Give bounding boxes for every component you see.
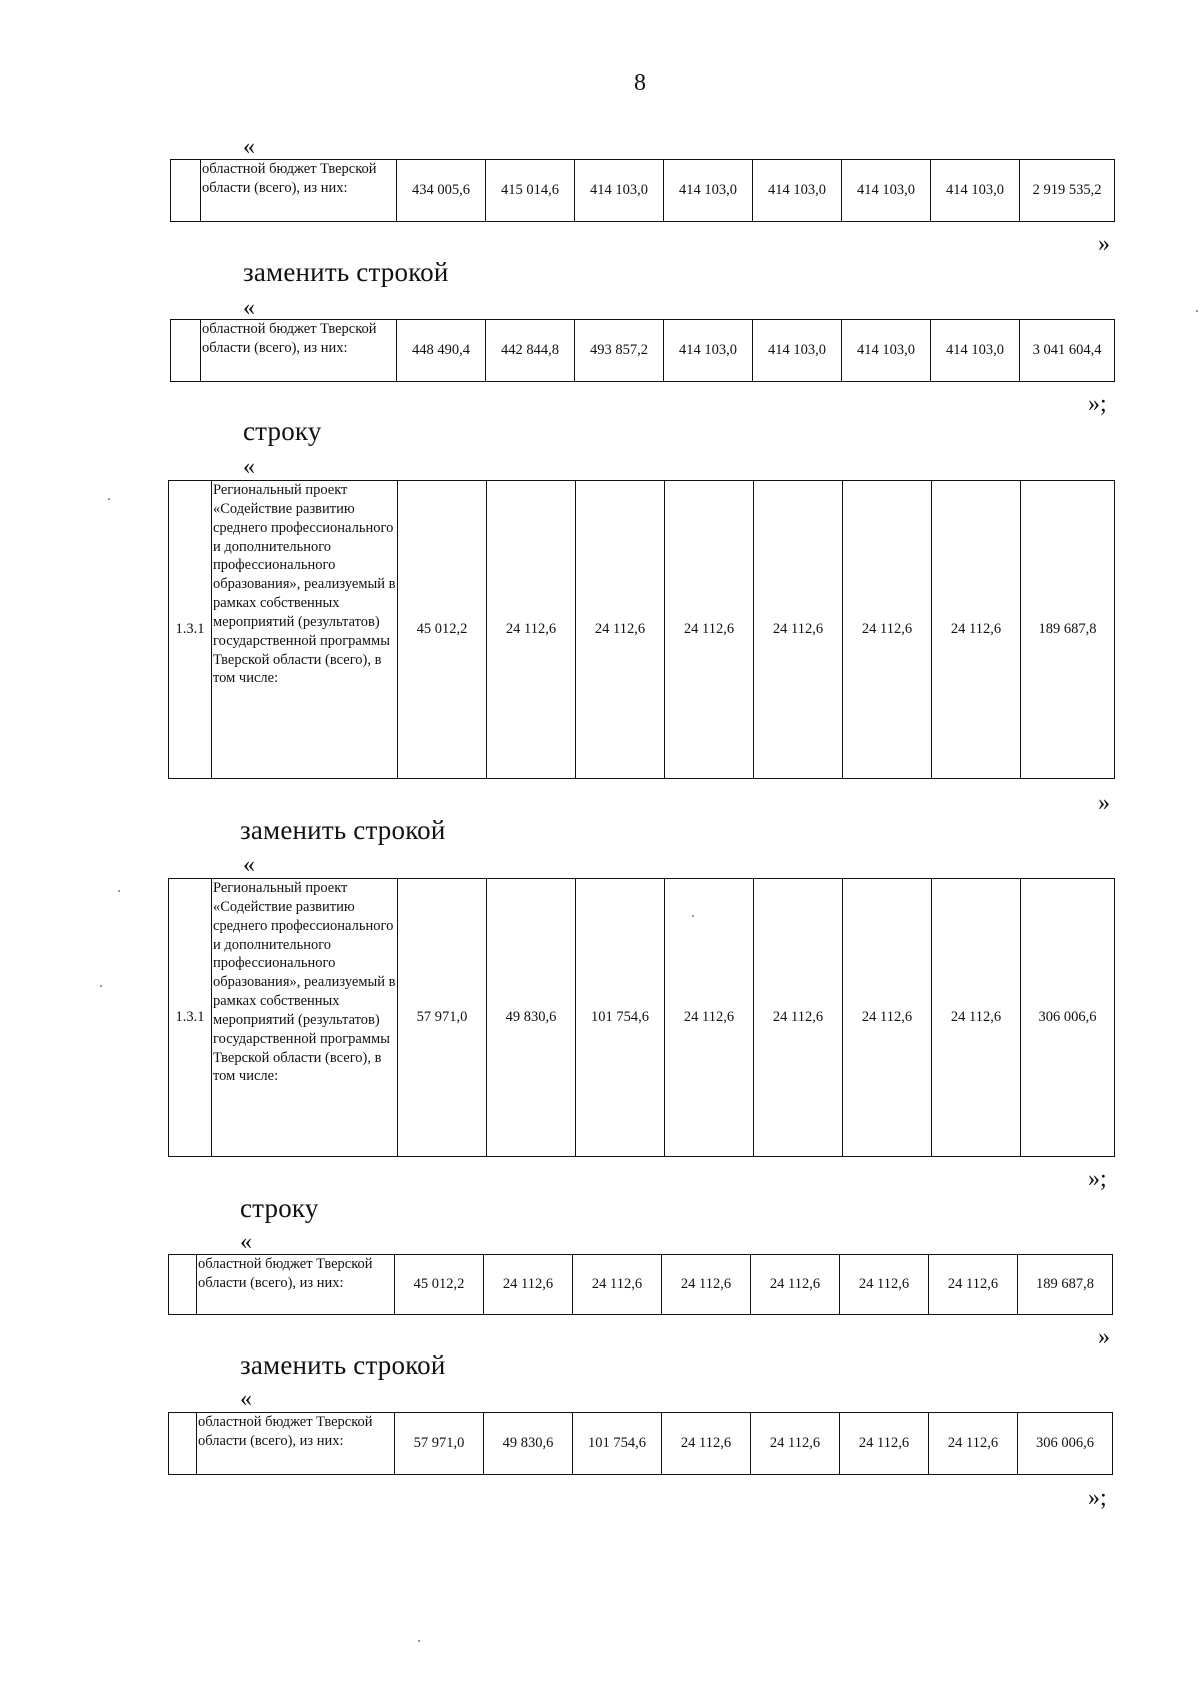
table-row (169, 1255, 1113, 1315)
budget-table-replacement-2 (168, 1412, 1113, 1475)
project-table-original (168, 480, 1115, 779)
value-cell: 24 112,6 (932, 879, 1021, 1157)
value-cell: 493 857,2 (575, 320, 664, 382)
open-quote: « (243, 852, 255, 878)
open-quote: « (243, 295, 255, 321)
row-code (169, 1413, 197, 1475)
table-row (171, 160, 1115, 222)
value-cell: 101 754,6 (576, 879, 665, 1157)
value-cell: 101 754,6 (573, 1413, 662, 1475)
value-cell: 57 971,0 (398, 879, 487, 1157)
instruction-replace: заменить строкой (240, 1350, 446, 1380)
value-cell: 24 112,6 (573, 1255, 662, 1315)
open-quote: « (240, 1229, 252, 1255)
scan-speck (118, 890, 120, 892)
row-label: областной бюджет Тверской области (всего), из них: (197, 1413, 395, 1475)
value-cell: 49 830,6 (487, 879, 576, 1157)
instruction-row: строку (240, 1193, 319, 1223)
value-cell: 24 112,6 (754, 481, 843, 779)
budget-table-original (170, 159, 1115, 222)
value-cell: 434 005,6 (397, 160, 486, 222)
value-cell: 24 112,6 (840, 1255, 929, 1315)
total-cell: 189 687,8 (1018, 1255, 1113, 1315)
table-row (169, 1413, 1113, 1475)
open-quote: « (243, 134, 255, 160)
value-cell: 414 103,0 (753, 160, 842, 222)
value-cell: 442 844,8 (486, 320, 575, 382)
total-cell: 189 687,8 (1021, 481, 1115, 779)
instruction-replace: заменить строкой (243, 257, 449, 287)
row-label: Региональный проект «Содействие развитию среднего профессионального и дополнительного профессионального образования», реализуемый в рамках собственных мероприятий (результатов) государственной программы Тверской области (всего), в том числе: (212, 879, 398, 1157)
value-cell: 24 112,6 (754, 879, 843, 1157)
value-cell: 24 112,6 (932, 481, 1021, 779)
row-code (171, 160, 201, 222)
row-label: Региональный проект «Содействие развитию среднего профессионального и дополнительного профессионального образования», реализуемый в рамках собственных мероприятий (результатов) государственной программы Тверской области (всего), в том числе: (212, 481, 398, 779)
value-cell: 414 103,0 (575, 160, 664, 222)
value-cell: 24 112,6 (751, 1255, 840, 1315)
value-cell: 24 112,6 (662, 1413, 751, 1475)
value-cell: 49 830,6 (484, 1413, 573, 1475)
value-cell: 24 112,6 (484, 1255, 573, 1315)
value-cell: 24 112,6 (576, 481, 665, 779)
value-cell: 24 112,6 (487, 481, 576, 779)
close-quote-semicolon: »; (1088, 1485, 1107, 1511)
close-quote: » (1098, 1324, 1110, 1350)
scan-speck (1196, 310, 1198, 312)
value-cell: 24 112,6 (840, 1413, 929, 1475)
value-cell: 414 103,0 (753, 320, 842, 382)
total-cell: 2 919 535,2 (1020, 160, 1115, 222)
value-cell: 24 112,6 (662, 1255, 751, 1315)
value-cell: 414 103,0 (931, 320, 1020, 382)
total-cell: 3 041 604,4 (1020, 320, 1115, 382)
value-cell: 415 014,6 (486, 160, 575, 222)
total-cell: 306 006,6 (1018, 1413, 1113, 1475)
scan-speck (418, 1640, 420, 1642)
project-table-replacement (168, 878, 1115, 1157)
scan-speck (108, 498, 110, 500)
value-cell: 414 103,0 (842, 160, 931, 222)
table-row (169, 879, 1115, 1157)
row-label: областной бюджет Тверской области (всего), из них: (201, 320, 397, 382)
page-number: 8 (634, 70, 646, 96)
value-cell: 57 971,0 (395, 1413, 484, 1475)
close-quote: » (1098, 790, 1110, 816)
scan-speck (692, 915, 694, 917)
budget-table-replacement (170, 319, 1115, 382)
row-label: областной бюджет Тверской области (всего), из них: (201, 160, 397, 222)
value-cell: 24 112,6 (929, 1255, 1018, 1315)
row-label: областной бюджет Тверской области (всего), из них: (197, 1255, 395, 1315)
row-code: 1.3.1 (169, 481, 212, 779)
value-cell: 414 103,0 (664, 320, 753, 382)
table-row (171, 320, 1115, 382)
budget-table-original-2 (168, 1254, 1113, 1315)
open-quote: « (243, 454, 255, 480)
close-quote-semicolon: »; (1088, 1166, 1107, 1192)
instruction-row: строку (243, 416, 322, 446)
open-quote: « (240, 1386, 252, 1412)
value-cell: 24 112,6 (751, 1413, 840, 1475)
instruction-replace: заменить строкой (240, 815, 446, 845)
value-cell: 24 112,6 (843, 879, 932, 1157)
value-cell: 24 112,6 (843, 481, 932, 779)
value-cell: 24 112,6 (929, 1413, 1018, 1475)
scan-speck (100, 985, 102, 987)
close-quote-semicolon: »; (1088, 391, 1107, 417)
row-code (171, 320, 201, 382)
value-cell: 45 012,2 (395, 1255, 484, 1315)
value-cell: 24 112,6 (665, 879, 754, 1157)
value-cell: 414 103,0 (664, 160, 753, 222)
value-cell: 448 490,4 (397, 320, 486, 382)
value-cell: 24 112,6 (665, 481, 754, 779)
row-code: 1.3.1 (169, 879, 212, 1157)
value-cell: 414 103,0 (931, 160, 1020, 222)
value-cell: 414 103,0 (842, 320, 931, 382)
row-code (169, 1255, 197, 1315)
close-quote: » (1098, 231, 1110, 257)
value-cell: 45 012,2 (398, 481, 487, 779)
total-cell: 306 006,6 (1021, 879, 1115, 1157)
table-row (169, 481, 1115, 779)
